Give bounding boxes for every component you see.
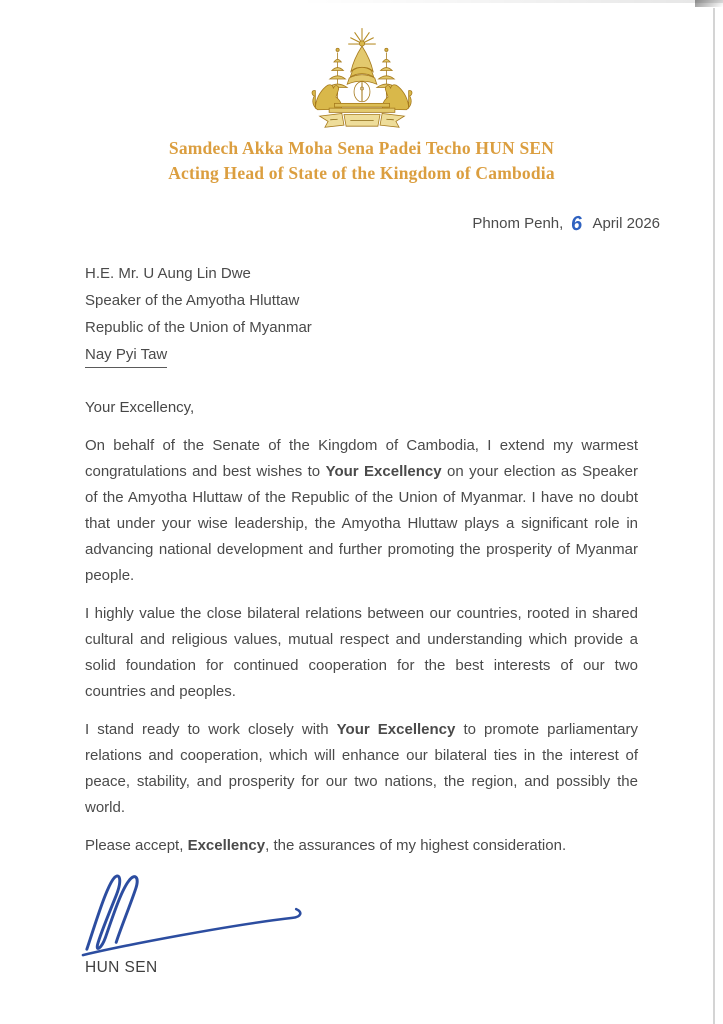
hun-sen-signature bbox=[75, 869, 310, 959]
scan-top-edge bbox=[300, 0, 723, 3]
scan-right-edge bbox=[713, 8, 715, 1024]
royal-arms-of-cambodia-emblem bbox=[303, 26, 421, 132]
recipient-name: H.E. Mr. U Aung Lin Dwe bbox=[85, 265, 251, 282]
paragraph-1: On behalf of the Senate of the Kingdom of Cambodia, I extend my warmest congratulations and best wishes to Your Excellency on your election as Speaker of the Amyotha Hluttaw of the Republic of the Union of Myanmar. I have no doubt that under your wise leadership, the Amyotha Hluttaw plays a significant role in advancing national development and further promoting the prosperity of Myanmar people. bbox=[85, 437, 638, 584]
dateline bbox=[85, 214, 660, 234]
paragraph-2: I highly value the close bilateral relations between our countries, rooted in shared cultural and religious values, mutual respect and understanding which provide a solid foundation for continued cooperation for the best interests of our two countries and peoples. bbox=[85, 605, 638, 700]
letterhead-title: Samdech Akka Moha Sena Padei Techo HUN SEN bbox=[168, 138, 555, 158]
recipient-country: Republic of the Union of Myanmar bbox=[85, 319, 312, 336]
recipient-city-line bbox=[85, 341, 638, 368]
letterhead-subtitle: Acting Head of State of the Kingdom of Cambodia bbox=[168, 163, 555, 183]
dateline-month-year: April 2026 bbox=[592, 215, 660, 232]
recipient-block bbox=[85, 260, 638, 368]
signatory-name: HUN SEN bbox=[85, 959, 158, 976]
dateline-day-handwritten: 6 bbox=[570, 212, 584, 236]
dateline-place: Phnom Penh, bbox=[472, 215, 564, 232]
salutation: Your Excellency, bbox=[85, 399, 195, 416]
recipient-title: Speaker of the Amyotha Hluttaw bbox=[85, 292, 300, 309]
scan-corner-artifact bbox=[695, 0, 723, 7]
paragraph-3: I stand ready to work closely with Your Excellency to promote parliamentary relations and cooperation, which will enhance our bilateral ties in the interest of peace, stability, and prosperity for our two nations, the region, and possibly the world. bbox=[85, 721, 639, 816]
closing-line: Please accept, Excellency, the assurances of my highest consideration. bbox=[85, 837, 567, 854]
recipient-city: Nay Pyi Taw bbox=[85, 344, 167, 368]
